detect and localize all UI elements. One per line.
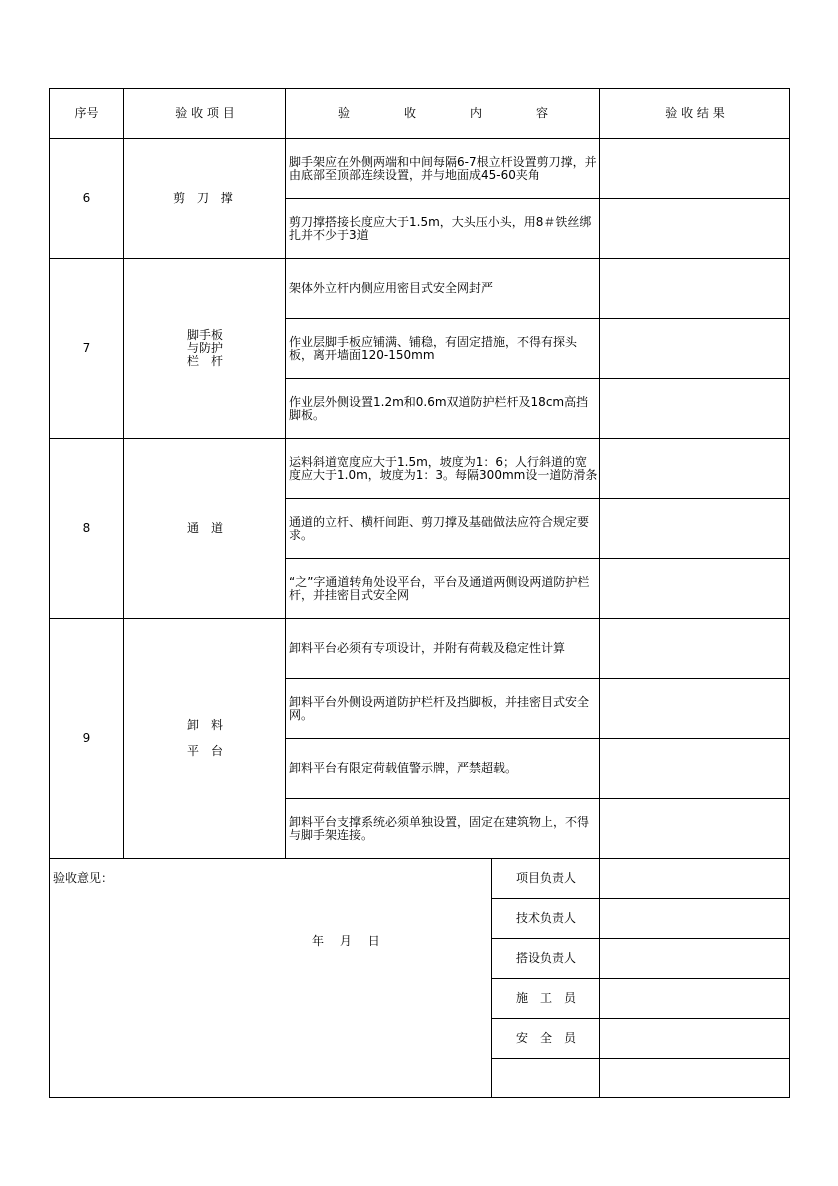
header-content bbox=[285, 89, 600, 138]
signer-label: 搭设负责人 bbox=[491, 938, 600, 978]
signer-label: 安 全 员 bbox=[491, 1018, 600, 1058]
group-item: 通 道 bbox=[123, 438, 286, 618]
date-year: 年 bbox=[312, 934, 325, 948]
header-seq: 序号 bbox=[74, 106, 99, 120]
content-row: “之”字通道转角处设平台，平台及通道两侧设两道防护栏杆，并挂密目式安全网 bbox=[285, 558, 600, 618]
signature-cell[interactable] bbox=[599, 1018, 790, 1058]
result-cell[interactable] bbox=[599, 378, 790, 438]
date-day: 日 bbox=[367, 934, 380, 948]
header-content-char: 内 bbox=[470, 106, 483, 120]
result-cell[interactable] bbox=[599, 198, 790, 258]
signature-cell[interactable] bbox=[599, 858, 790, 898]
content-row: 卸料平台支撑系统必须单独设置，固定在建筑物上，不得与脚手架连接。 bbox=[285, 798, 600, 858]
result-cell[interactable] bbox=[599, 618, 790, 678]
content-row: 通道的立杆、横杆间距、剪刀撑及基础做法应符合规定要求。 bbox=[285, 498, 600, 558]
content-row: 剪刀撑搭接长度应大于1.5m，大头压小头，用8＃铁丝绑扎并不少于3道 bbox=[285, 198, 600, 258]
result-cell[interactable] bbox=[599, 798, 790, 858]
content-row: 架体外立杆内侧应用密目式安全网封严 bbox=[285, 258, 600, 318]
result-cell[interactable] bbox=[599, 318, 790, 378]
group-item: 剪 刀 撑 bbox=[123, 138, 286, 258]
result-cell[interactable] bbox=[599, 438, 790, 498]
result-cell[interactable] bbox=[599, 258, 790, 318]
header-result: 验 收 结 果 bbox=[599, 89, 790, 138]
signer-label: 项目负责人 bbox=[491, 858, 600, 898]
signature-cell[interactable] bbox=[599, 898, 790, 938]
result-cell[interactable] bbox=[599, 498, 790, 558]
signature-cell[interactable] bbox=[599, 978, 790, 1018]
header-item: 验 收 项 目 bbox=[123, 89, 286, 138]
opinion-date bbox=[312, 932, 392, 949]
content-row: 作业层脚手板应铺满、铺稳，有固定措施，不得有探头板，离开墙面120-150mm bbox=[285, 318, 600, 378]
acceptance-table bbox=[49, 88, 790, 1098]
date-month: 月 bbox=[339, 934, 352, 948]
signer-label bbox=[491, 1058, 600, 1098]
signature-cell[interactable] bbox=[599, 1058, 790, 1098]
opinion-label: 验收意见： bbox=[53, 871, 114, 885]
signer-label: 施 工 员 bbox=[491, 978, 600, 1018]
content-row: 作业层外侧设置1.2m和0.6m双道防护栏杆及18cm高挡脚板。 bbox=[285, 378, 600, 438]
group-seq: 9 bbox=[50, 618, 123, 858]
result-cell[interactable] bbox=[599, 558, 790, 618]
group-item: 脚手板 与防护 栏 杆 bbox=[123, 258, 286, 438]
group-seq: 8 bbox=[50, 438, 123, 618]
content-row: 运料斜道宽度应大于1.5m，坡度为1：6；人行斜道的宽度应大于1.0m，坡度为1：3。每隔300mm设一道防滑条 bbox=[285, 438, 600, 498]
group-item: 卸 料 平 台 bbox=[123, 618, 286, 858]
header-content-char: 容 bbox=[536, 106, 549, 120]
content-row: 卸料平台必须有专项设计，并附有荷载及稳定性计算 bbox=[285, 618, 600, 678]
result-cell[interactable] bbox=[599, 738, 790, 798]
group-seq: 6 bbox=[50, 138, 123, 258]
content-row: 卸料平台有限定荷载值警示牌，严禁超载。 bbox=[285, 738, 600, 798]
result-cell[interactable] bbox=[599, 678, 790, 738]
opinion-area[interactable] bbox=[50, 858, 491, 1098]
result-cell[interactable] bbox=[599, 138, 790, 198]
content-row: 脚手架应在外侧两端和中间每隔6-7根立杆设置剪刀撑，并由底部至顶部连续设置，并与地面成45-60夹角 bbox=[285, 138, 600, 198]
header-content-char: 收 bbox=[403, 106, 416, 120]
group-seq: 7 bbox=[50, 258, 123, 438]
header-content-char: 验 bbox=[337, 106, 350, 120]
signature-cell[interactable] bbox=[599, 938, 790, 978]
content-row: 卸料平台外侧设两道防护栏杆及挡脚板，并挂密目式安全网。 bbox=[285, 678, 600, 738]
signer-label: 技术负责人 bbox=[491, 898, 600, 938]
